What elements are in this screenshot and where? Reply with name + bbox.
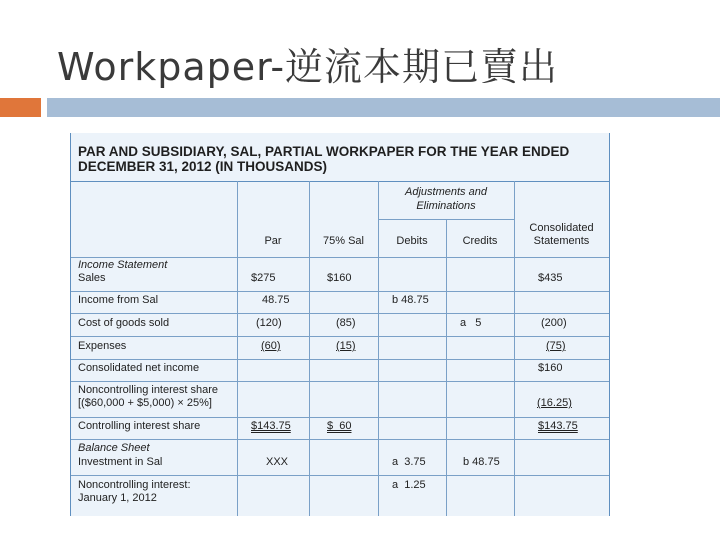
row-label: Income Statement	[78, 259, 168, 271]
col-divider	[237, 181, 238, 516]
cell-sal: (85)	[336, 317, 356, 329]
credits-header: Credits	[462, 235, 498, 247]
row-label: Noncontrolling interest:	[78, 479, 191, 491]
workpaper-heading-line1: PAR AND SUBSIDIARY, SAL, PARTIAL WORKPAPER FOR THE YEAR ENDED	[78, 144, 570, 159]
debits-header: Debits	[396, 235, 428, 247]
cell-credits: a 5	[460, 317, 482, 329]
cell-debits: a 1.25	[392, 479, 426, 491]
row-label: Investment in Sal	[78, 456, 163, 468]
row-label: Consolidated net income	[78, 362, 200, 374]
col-divider	[309, 181, 310, 516]
row-label: Balance Sheet	[78, 442, 150, 454]
cell-credits: b 48.75	[463, 456, 500, 468]
row-label: Expenses	[78, 340, 127, 352]
cell-par: 48.75	[262, 294, 290, 306]
col-divider	[378, 181, 379, 516]
cell-par: (120)	[256, 317, 282, 329]
row-rule	[71, 381, 609, 382]
row-rule	[71, 417, 609, 418]
cell-debits: b 48.75	[392, 294, 429, 306]
cell-consolidated: (75)	[546, 340, 566, 352]
accent-bar-blue	[47, 98, 720, 117]
par-header: Par	[264, 235, 282, 247]
row-rule	[71, 336, 609, 337]
workpaper-heading	[78, 144, 606, 174]
row-label: Sales	[78, 272, 106, 284]
cell-consolidated: $143.75	[538, 420, 578, 432]
row-label: Controlling interest share	[78, 420, 201, 432]
row-label: Noncontrolling interest share	[78, 384, 219, 396]
cell-consolidated: $160	[538, 362, 563, 374]
adjustments-header-line2: Eliminations	[416, 200, 476, 212]
row-rule	[71, 313, 609, 314]
adjustments-header	[378, 185, 514, 213]
cell-consolidated: (200)	[541, 317, 567, 329]
consolidated-header-line2: Statements	[533, 235, 590, 247]
row-rule	[71, 439, 609, 440]
row-rule	[71, 291, 609, 292]
cell-sal: (15)	[336, 340, 356, 352]
cell-par: (60)	[261, 340, 281, 352]
cell-sal: $160	[327, 272, 352, 284]
slide-title: Workpaper-逆流本期已賣出	[57, 45, 559, 89]
row-label: Income from Sal	[78, 294, 159, 306]
cell-par: $275	[251, 272, 276, 284]
cell-sal: $ 60	[327, 420, 352, 432]
heading-rule	[71, 181, 609, 182]
sal-header: 75% Sal	[323, 235, 364, 247]
col-divider	[446, 219, 447, 516]
workpaper-heading-line2: DECEMBER 31, 2012 (IN THOUSANDS)	[78, 159, 328, 174]
row-rule	[71, 475, 609, 476]
row-rule	[71, 359, 609, 360]
adjustments-header-line1: Adjustments and	[405, 186, 487, 198]
cell-par: $143.75	[251, 420, 291, 432]
row-label: January 1, 2012	[78, 492, 157, 504]
workpaper-table	[70, 133, 610, 516]
row-label: [($60,000 + $5,000) × 25%]	[78, 397, 212, 409]
cell-par: XXX	[266, 456, 289, 468]
accent-bar-orange	[0, 98, 41, 117]
cell-debits: a 3.75	[392, 456, 426, 468]
row-label: Cost of goods sold	[78, 317, 170, 329]
cell-consolidated: $435	[538, 272, 563, 284]
consolidated-header	[514, 222, 609, 248]
cell-consolidated: (16.25)	[537, 397, 572, 409]
header-rule	[378, 219, 514, 220]
consolidated-header-line1: Consolidated	[529, 222, 594, 234]
header-rule	[71, 257, 609, 258]
